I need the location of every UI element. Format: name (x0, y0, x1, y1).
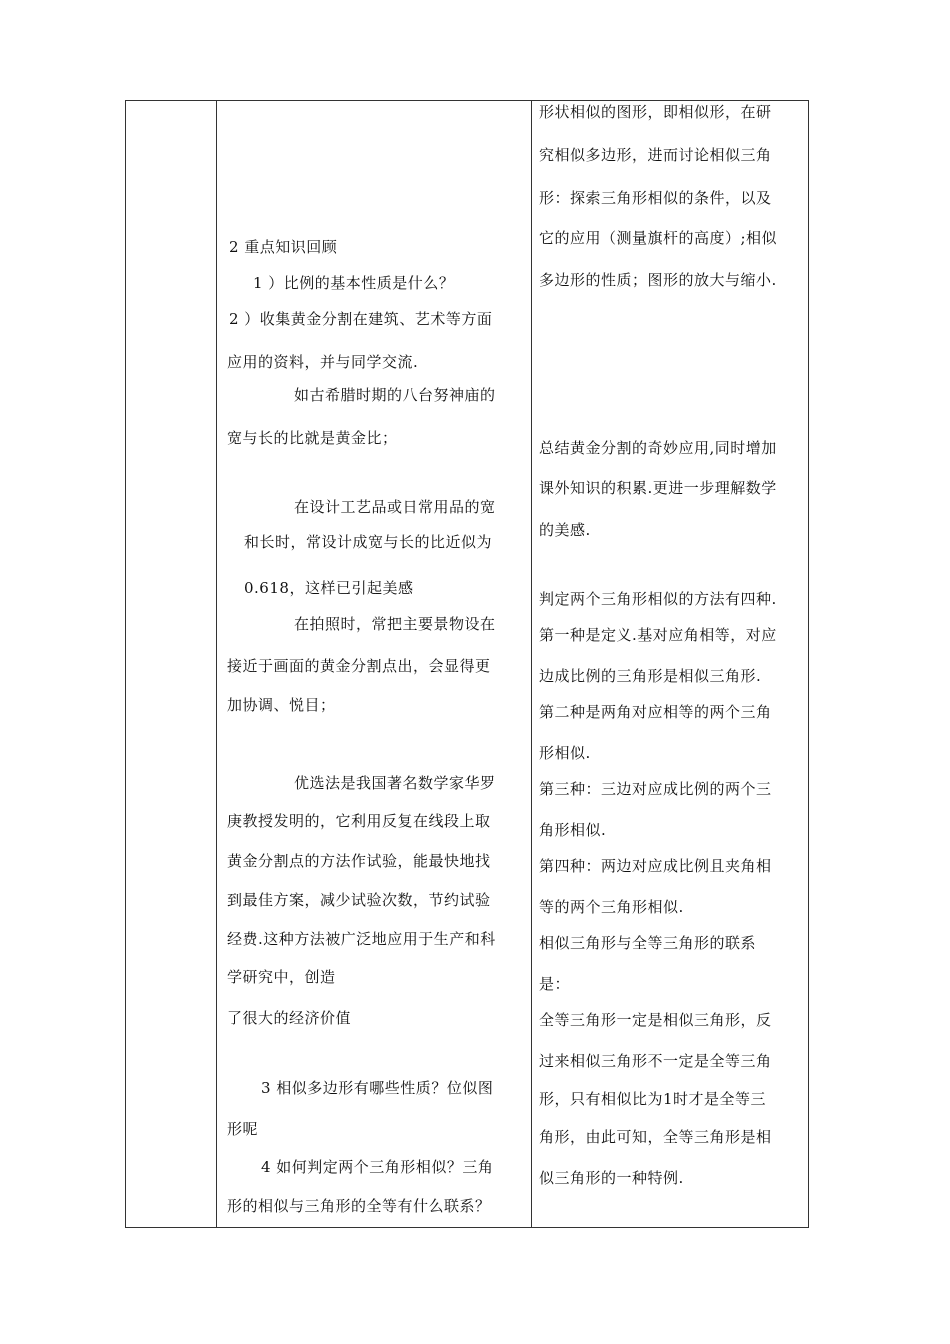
text-line: 学研究中，创造 (227, 968, 336, 986)
text-line: 4 如何判定两个三角形相似？三角 (261, 1158, 494, 1176)
text-line: 0.618，这样已引起美感 (244, 579, 414, 597)
text-line: 第二种是两角对应相等的两个三角 (539, 703, 772, 721)
text-line: 第一种是定义.基对应角相等，对应 (539, 626, 777, 644)
left-column (126, 101, 216, 1227)
text-line: 庚教授发明的，它利用反复在线段上取 (227, 812, 491, 830)
text-line: 全等三角形一定是相似三角形，反 (539, 1011, 772, 1029)
text-line: 形，只有相似比为1时才是全等三 (539, 1090, 767, 1108)
text-line: 形的相似与三角形的全等有什么联系？ (227, 1197, 491, 1215)
text-line: 形呢 (227, 1120, 259, 1138)
text-line: 优选法是我国著名数学家华罗 (294, 774, 496, 792)
text-line: 应用的资料，并与同学交流. (227, 353, 419, 371)
text-line: 边成比例的三角形是相似三角形. (539, 667, 762, 685)
text-line: 了很大的经济价值 (227, 1009, 352, 1027)
text-line: 相似三角形与全等三角形的联系 (539, 934, 757, 952)
text-line: 的美感. (539, 521, 591, 539)
text-line: 1 ）比例的基本性质是什么？ (253, 274, 455, 292)
text-line: 黄金分割点的方法作试验，能最快地找 (227, 852, 491, 870)
text-line: 在拍照时，常把主要景物设在 (294, 615, 496, 633)
right-column (532, 101, 809, 1227)
text-line: 接近于画面的黄金分割点出，会显得更 (227, 657, 491, 675)
text-line: 形：探索三角形相似的条件，以及 (539, 189, 772, 207)
middle-column (217, 101, 530, 1227)
text-line: 2 ）收集黄金分割在建筑、艺术等方面 (229, 310, 493, 328)
text-line: 究相似多边形，进而讨论相似三角 (539, 146, 772, 164)
text-line: 第四种：两边对应成比例且夹角相 (539, 857, 772, 875)
text-line: 它的应用（测量旗杆的高度）;相似 (539, 229, 778, 247)
text-line: 和长时，常设计成宽与长的比近似为 (244, 533, 493, 551)
text-line: 3 相似多边形有哪些性质？位似图 (261, 1079, 494, 1097)
text-line: 第三种：三边对应成比例的两个三 (539, 780, 772, 798)
text-line: 形状相似的图形，即相似形，在研 (539, 103, 772, 121)
text-line: 宽与长的比就是黄金比； (227, 429, 398, 447)
text-line: 2 重点知识回顾 (229, 238, 338, 256)
text-line: 多边形的性质；图形的放大与缩小. (539, 271, 777, 289)
text-line: 在设计工艺品或日常用品的宽 (294, 498, 496, 516)
text-line: 课外知识的积累.更进一步理解数学 (539, 479, 777, 497)
text-line: 似三角形的一种特例. (539, 1169, 684, 1187)
text-line: 判定两个三角形相似的方法有四种. (539, 590, 777, 608)
text-line: 过来相似三角形不一定是全等三角 (539, 1052, 772, 1070)
text-line: 加协调、悦目； (227, 696, 336, 714)
text-line: 角形相似. (539, 821, 607, 839)
text-line: 到最佳方案，减少试验次数，节约试验 (227, 891, 491, 909)
lesson-table (125, 100, 809, 1228)
text-line: 形相似. (539, 744, 591, 762)
text-line: 等的两个三角形相似. (539, 898, 684, 916)
text-line: 角形，由此可知，全等三角形是相 (539, 1128, 772, 1146)
text-line: 经费.这种方法被广泛地应用于生产和科 (227, 930, 496, 948)
text-line: 是： (539, 975, 571, 993)
text-line: 总结黄金分割的奇妙应用,同时增加 (539, 439, 777, 457)
text-line: 如古希腊时期的八台努神庙的 (294, 386, 496, 404)
